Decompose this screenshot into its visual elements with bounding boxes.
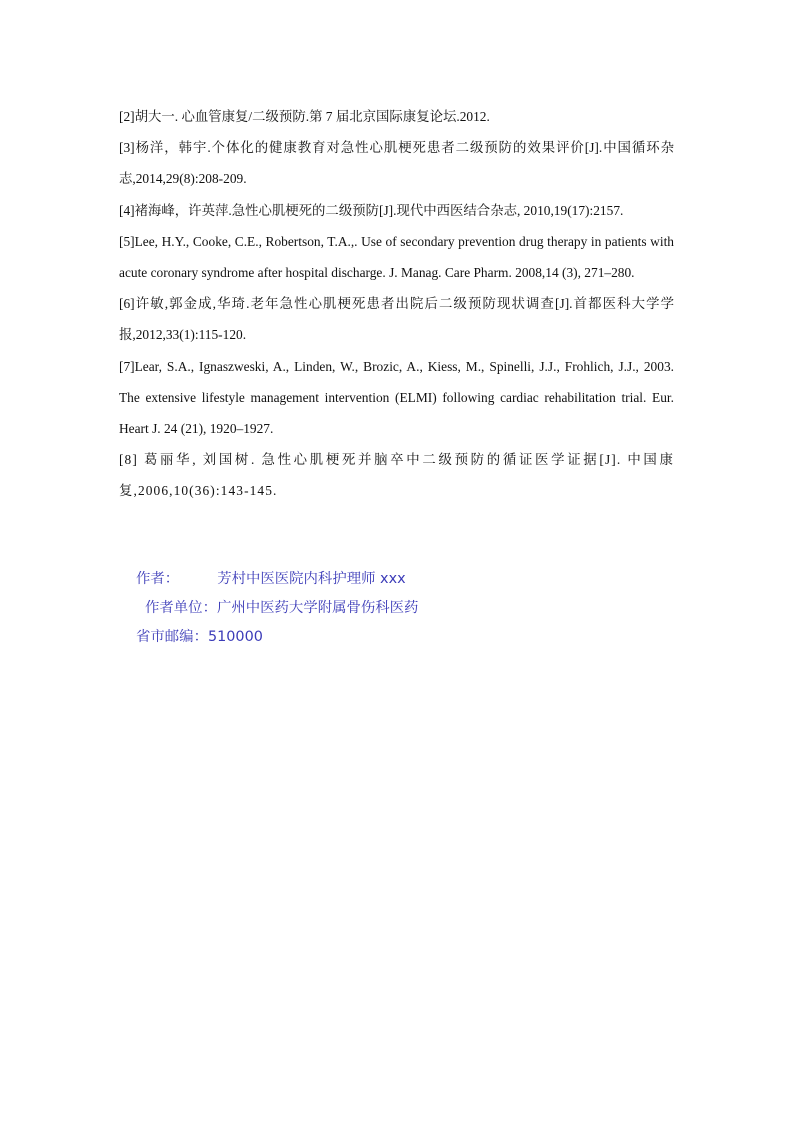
author-name-value: 芳村中医医院内科护理师 xxx	[217, 571, 406, 587]
reference-item-8: [8] 葛丽华, 刘国树. 急性心肌梗死并脑卒中二级预防的循证医学证据[J]. 中国康复,2006,10(36):143-145.	[119, 452, 674, 499]
reference-item-2: [2]胡大一. 心血管康复/二级预防.第 7 届北京国际康复论坛.2012.	[119, 109, 490, 124]
author-unit-line	[136, 594, 696, 623]
reference-item-7: [7]Lear, S.A., Ignaszweski, A., Linden, W., Brozic, A., Kiess, M., Spinelli, J.J., Frohlich, J.J., 2003. The extensive lifestyle management intervention (ELMI) following cardiac rehabilitation trial. Eur. Heart J. 24 (21), 1920–1927.	[119, 358, 674, 437]
author-postcode-value: 510000	[207, 629, 263, 645]
author-name-label: 作者：	[136, 571, 180, 587]
reference-item-3: [3]杨洋，韩宇.个体化的健康教育对急性心肌梗死患者二级预防的效果评价[J].中国循环杂志,2014,29(8):208-209.	[119, 140, 674, 187]
author-unit-value: 广州中医药大学附属骨伤科医药	[216, 600, 419, 616]
author-unit-label: 作者单位：	[145, 600, 217, 616]
author-postcode-label: 省市邮编：	[136, 629, 208, 645]
author-info	[136, 565, 696, 652]
reference-item-5: [5]Lee, H.Y., Cooke, C.E., Robertson, T.A.,. Use of secondary prevention drug therapy in patients with acute coronary syndrome after hospital discharge. J. Manag. Care Pharm. 2008,14 (3), 271–280.	[119, 233, 674, 281]
reference-item-4: [4]褚海峰，许英萍.急性心肌梗死的二级预防[J].现代中西医结合杂志, 2010,19(17):2157.	[119, 202, 624, 218]
author-postcode-line	[136, 623, 696, 652]
reference-list	[119, 101, 674, 507]
reference-item-6: [6]许敏,郭金成,华琦.老年急性心肌梗死患者出院后二级预防现状调查[J].首都医科大学学报,2012,33(1):115-120.	[119, 296, 674, 343]
author-name-line	[136, 565, 696, 594]
